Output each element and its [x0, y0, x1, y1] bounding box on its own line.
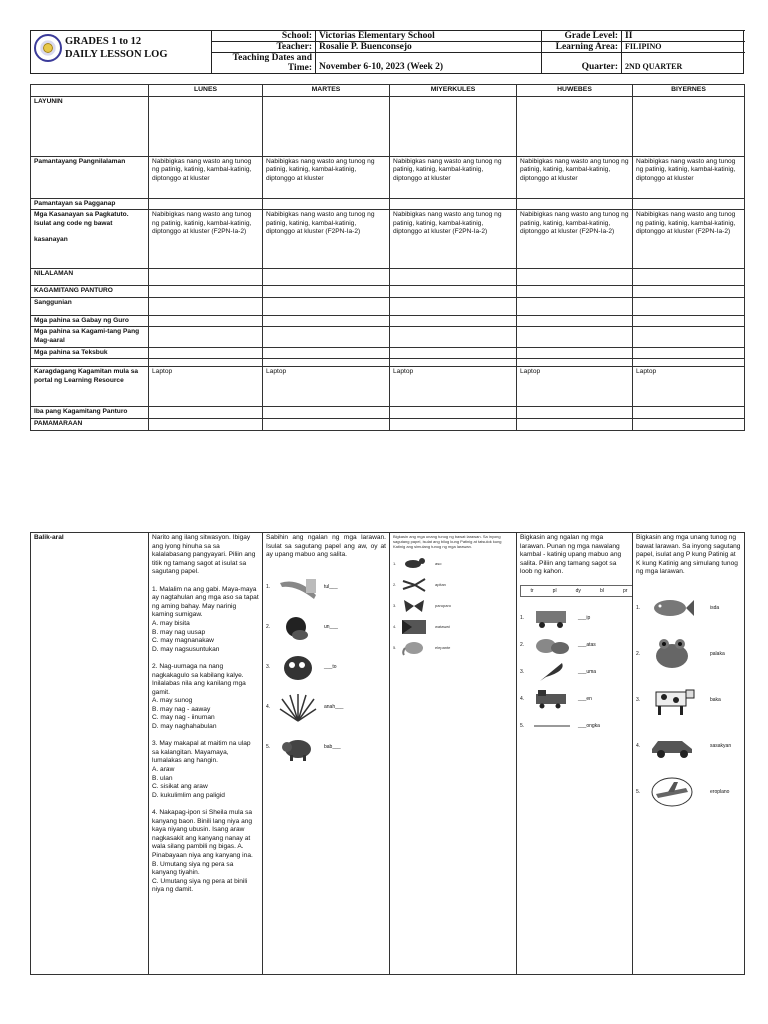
item-blank: anah___ [324, 704, 344, 711]
dates-label [211, 53, 315, 74]
miyerkules-item [393, 616, 513, 637]
deped-seal-icon [34, 34, 62, 62]
item-number: 5. [520, 723, 525, 730]
item-word: sasakyan [710, 742, 732, 749]
line-picture [532, 715, 572, 737]
item-blank: bab___ [324, 744, 341, 751]
palm-picture [278, 693, 318, 723]
laptop-cell: Laptop [517, 367, 633, 407]
car-picture [648, 731, 696, 761]
pamantayang-cell: Nabibigkas nang wasto ang tunog ng patinig, katinig, kambal-katinig, diptonggo at kluster [633, 156, 745, 198]
flag-picture [401, 619, 427, 635]
item-number: 4. [393, 624, 397, 629]
huwebes-item [520, 686, 629, 713]
huwebes-items [520, 605, 629, 740]
school-value: Victorias Elementary School [315, 31, 541, 41]
item-blank: ___uma [578, 669, 597, 676]
miyerkules-item [393, 574, 513, 595]
item-number: 4. [266, 704, 271, 711]
balik-aral-huwebes [517, 533, 633, 975]
row-label-layunin: LAYUNIN [31, 96, 149, 156]
item-word: apitan [435, 582, 446, 587]
item-number: 3. [266, 664, 271, 671]
pliers-picture [401, 577, 427, 593]
kasanayan-cell: Nabibigkas nang wasto ang tunog ng patinig, katinig, kambal-katinig, diptonggo at kluster (F2PN-Ia-2) [263, 210, 390, 269]
kasanayan-label-line2: kasanayan [34, 236, 68, 244]
choice: dy [575, 587, 581, 594]
lesson-log-table-bottom [30, 532, 745, 975]
balik-aral-biyernes [633, 533, 745, 975]
vegetables-picture [532, 634, 572, 656]
kasanayan-cell: Nabibigkas nang wasto ang tunog ng patinig, katinig, kambal-katinig, diptonggo at kluster (F2PN-Ia-2) [633, 210, 745, 269]
martes-item [266, 568, 386, 608]
item-word: baka [710, 696, 721, 703]
huwebes-choice-box [520, 585, 633, 597]
item-number: 1. [266, 584, 271, 591]
title-line2: DAILY LESSON LOG [65, 49, 168, 60]
item-number: 4. [636, 742, 641, 749]
row-label-gabay-ng-guro: Mga pahina sa Gabay ng Guro [31, 315, 149, 327]
biyernes-item [636, 677, 741, 723]
day-header-lunes: LUNES [149, 85, 263, 97]
laptop-cell: Laptop [633, 367, 745, 407]
item-word: palaka [710, 650, 725, 657]
biyernes-items [636, 585, 741, 815]
miyerkules-instructions: Bigkasin ang mga unang tunog ng bawat larawan. Sa inyong sagutang papel, isulat ang bilog kung Patinig at tatsulok kung Katinig ang simulang tunog ng mga larawan. [393, 534, 502, 549]
corner-cell [31, 85, 149, 97]
item-number: 2. [636, 650, 641, 657]
day-header-biyernes: BIYERNES [633, 85, 745, 97]
choice: bl [600, 587, 604, 594]
header-info-grid [211, 30, 745, 74]
item-word: isda [710, 604, 720, 611]
miyerkules-item [393, 637, 513, 658]
miyerkules-items [393, 553, 513, 658]
grade-value: II [621, 31, 745, 41]
animal-picture [278, 613, 318, 643]
row-label-pamantayan-sa-pagganap: Pamantayan sa Pagganap [31, 198, 149, 210]
day-header-martes: MARTES [263, 85, 390, 97]
title-line1: GRADES 1 to 12 [65, 36, 142, 47]
biyernes-instructions: Bigkasin ang mga unang tunog ng bawat larawan. Sa inyong sagutang papel, isulat ang P kung Patinig at K kung Katinig ang simulang tunog ng mga larawan. [636, 534, 741, 576]
elephant-picture [401, 640, 427, 656]
row-label-kagamitang-panturo: KAGAMITANG PANTURO [31, 286, 149, 298]
item-word: elepante [435, 645, 451, 650]
dates-value: November 6-10, 2023 (Week 2) [315, 53, 541, 74]
martes-item [266, 688, 386, 728]
kasanayan-cell: Nabibigkas nang wasto ang tunog ng patinig, katinig, kambal-katinig, diptonggo at kluster (F2PN-Ia-2) [149, 210, 263, 269]
header-title [65, 35, 168, 61]
kasanayan-cell: Nabibigkas nang wasto ang tunog ng patinig, katinig, kambal-katinig, diptonggo at kluster (F2PN-Ia-2) [517, 210, 633, 269]
teacher-value: Rosalie P. Buenconsejo [315, 42, 541, 52]
row-label-iba-pang-kagamitan: Iba pang Kagamitang Panturo [31, 407, 149, 419]
airplane-picture [648, 774, 696, 810]
header-title-block [31, 31, 211, 73]
item-number: 1. [636, 604, 641, 611]
lesson-log-table-top [30, 84, 745, 431]
item-number: 5. [636, 788, 641, 795]
martes-item [266, 648, 386, 688]
slide-picture [278, 573, 318, 603]
item-number: 4. [520, 696, 525, 703]
pamantayang-cell: Nabibigkas nang wasto ang tunog ng patinig, katinig, kambal-katinig, diptonggo at kluster [390, 156, 517, 198]
row-label-teksbuk: Mga pahina sa Teksbuk [31, 347, 149, 359]
choice: pr [623, 587, 628, 594]
biyernes-item [636, 631, 741, 677]
teacher-label: Teacher: [211, 42, 315, 52]
balik-aral-lunes: Narito ang ilang sitwasyon. Ibigay ang iyong hinuha sa sa kalalabasang pangyayari. Piliin ang titik ng tamang sagot at isulat sa sagutang papel. 1. Malalim na ang gabi. Maya-maya ay nagtahulan ang mga aso sa tapat ng aming bahay. May narinig kaming sumigaw. A. may bisita B. may nag uusap C. may magnanakaw D. may nagsusuntukan 2. Nag-uumaga na nang nagkakagulo sa kabilang kalye. Inilalabas nila ang kanilang mga gamit. A. may sunog B. may nag - aaway C. may nag - iinuman D. may naghahabulan 3. May makapal at maitim na ulap sa kalangitan. Mayamaya, lumalakas ang hangin. A. araw B. ulan C. sisikat ang araw D. kukulimlim ang paligid 4. Nakapag-ipon si Sheila mula sa kanyang baon. Binili lang niya ang kaya niyang ubusin. Isang araw nagkasakit ang kanyang nanay at wala silang pambili ng bigas. A. Pinabayaan niya ang kanyang ina. B. Umutang siya ng pera sa kanyang tiyahin. C. Umutang siya ng pera at binili niya ng damit. [149, 533, 263, 975]
pamantayang-cell: Nabibigkas nang wasto ang tunog ng patinig, katinig, kambal-katinig, diptonggo at kluster [517, 156, 633, 198]
item-blank: un___ [324, 624, 338, 631]
fish-picture [648, 593, 696, 623]
day-header-huwebes: HUWEBES [517, 85, 633, 97]
martes-item [266, 728, 386, 768]
balik-aral-miyerkules [390, 533, 517, 975]
row-label-balik-aral: Balik-aral [31, 533, 149, 975]
dates-label-line1: Teaching Dates and [232, 53, 312, 63]
jeep-picture [532, 607, 572, 629]
cow-picture [648, 682, 696, 718]
choice: pl [552, 587, 557, 594]
item-number: 2. [393, 582, 397, 587]
item-blank: ___en [578, 696, 592, 703]
dll-header [30, 30, 744, 74]
quarter-value: 2ND QUARTER [621, 53, 745, 74]
item-number: 5. [266, 744, 271, 751]
huwebes-item [520, 713, 629, 740]
martes-item [266, 608, 386, 648]
day-header-miyerkules: MIYERKULES [390, 85, 517, 97]
balik-aral-martes [263, 533, 390, 975]
item-number: 3. [393, 603, 397, 608]
dates-label-line2: Time: [287, 63, 312, 73]
kasanayan-label-line1: Mga Kasanayan sa Pagkatuto. Isulat ang code ng bawat [34, 211, 129, 227]
row-label-kasanayan [31, 210, 149, 269]
item-blank: ___to [324, 664, 337, 671]
feather-pen-picture [532, 661, 572, 683]
row-label-sanggunian: Sanggunian [31, 297, 149, 315]
item-number: 1. [520, 615, 525, 622]
biyernes-item [636, 769, 741, 815]
huwebes-instructions: Bigkasin ang ngalan ng mga larawan. Punan ng mga nawalang kambal - katinig upang mabuo ang salita. Piliin ang tamang sagot sa loob ng kahon. [520, 534, 622, 576]
martes-instructions: Sabihin ang ngalan ng mga larawan. Isulat sa sagutang papel ang aw, oy at ay upang mabuo ang salita. [266, 534, 386, 559]
item-number: 2. [520, 642, 525, 649]
item-number: 3. [636, 696, 641, 703]
butterfly-picture [401, 598, 427, 614]
huwebes-item [520, 659, 629, 686]
row-label-kagamitang-pang-mag-aaral: Mga pahina sa Kagami-tang Pang Mag-aaral [31, 327, 149, 347]
item-word: aso [435, 561, 442, 566]
pamantayang-cell: Nabibigkas nang wasto ang tunog ng patinig, katinig, kambal-katinig, diptonggo at kluster [149, 156, 263, 198]
item-word: watawat [435, 624, 450, 629]
item-number: 3. [520, 669, 525, 676]
item-number: 2. [266, 624, 271, 631]
item-blank: ___atas [578, 642, 596, 649]
row-label-pamantayang-pangnilalaman: Pamantayang Pangnilalaman [31, 156, 149, 198]
laptop-cell: Laptop [263, 367, 390, 407]
miyerkules-item [393, 595, 513, 616]
huwebes-item [520, 632, 629, 659]
choice: tr [530, 587, 534, 594]
item-number: 5. [393, 645, 397, 650]
item-blank: ___ip [578, 615, 591, 622]
biyernes-item [636, 723, 741, 769]
item-word: paruparo [435, 603, 452, 608]
area-label: Learning Area: [541, 42, 621, 52]
row-label-nilalaman: NILALAMAN [31, 269, 149, 286]
row-label-pamamaraan: PAMAMARAAN [31, 419, 149, 431]
pamantayang-cell: Nabibigkas nang wasto ang tunog ng patinig, katinig, kambal-katinig, diptonggo at kluster [263, 156, 390, 198]
animal-picture [278, 653, 318, 683]
grade-label: Grade Level: [541, 31, 621, 41]
miyerkules-item [393, 553, 513, 574]
item-blank: tul___ [324, 584, 338, 591]
dog-picture [401, 556, 427, 572]
item-number: 1. [393, 561, 397, 566]
row-label-karagdagang-kagamitan: Karagdagang Kagamitan mula sa portal ng Learning Resource [31, 367, 149, 407]
frog-picture [648, 636, 696, 672]
area-value: FILIPINO [621, 42, 745, 52]
martes-items [266, 568, 386, 768]
item-blank: ___ongka [578, 723, 600, 730]
pig-picture [278, 733, 318, 763]
huwebes-item [520, 605, 629, 632]
school-label: School: [211, 31, 315, 41]
item-word: eroplano [710, 788, 730, 795]
biyernes-item [636, 585, 741, 631]
laptop-cell: Laptop [390, 367, 517, 407]
quarter-label: Quarter: [541, 53, 621, 74]
kasanayan-cell: Nabibigkas nang wasto ang tunog ng patinig, katinig, kambal-katinig, diptonggo at kluster (F2PN-Ia-2) [390, 210, 517, 269]
laptop-cell: Laptop [149, 367, 263, 407]
train-picture [532, 688, 572, 710]
